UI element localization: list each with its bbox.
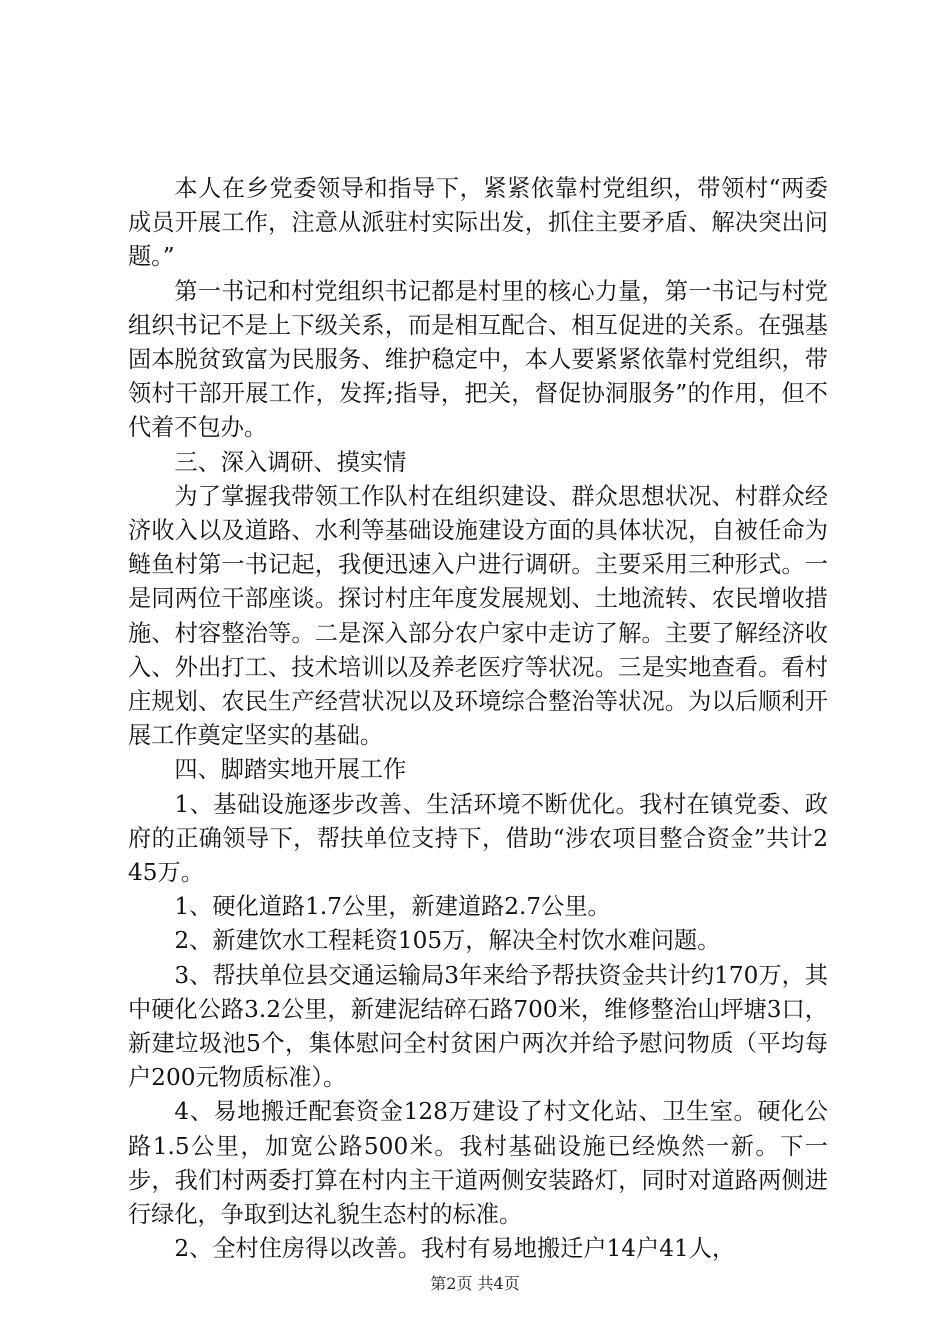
document-body <box>128 172 828 1267</box>
list-item-water: 2、新建饮水工程耗资105万，解决全村饮水难问题。 <box>174 927 721 955</box>
list-item-roads: 1、硬化道路1.7公里，新建道路2.7公里。 <box>174 893 611 921</box>
paragraph-intro: 本人在乡党委领导和指导下，紧紧依靠村党组织，带领村“两委成员开展工作，注意从派驻村实际出发，抓住主要矛盾、解决突出问题。” <box>128 175 828 271</box>
paragraph-research: 为了掌握我带领工作队村在组织建设、群众思想状况、村群众经济收入以及道路、水利等基础设施建设方面的具体状况，自被任命为鲢鱼村第一书记起，我便迅速入户进行调研。主要采用三种形式。一是同两位干部座谈。探讨村庄年度发展规划、土地流转、农民增收措施、村容整治等。二是深入部分农户家中走访了解。主要了解经济收入、外出打工、技术培训以及养老医疗等状况。三是实地查看。看村庄规划、农民生产经营状况以及环境综合整治等状况。为以后顺利开展工作奠定坚实的基础。 <box>128 482 828 750</box>
paragraph-first-secretary: 第一书记和村党组织书记都是村里的核心力量，第一书记与村党组织书记不是上下级关系，而是相互配合、相互促进的关系。在强基固本脱贫致富为民服务、维护稳定中，本人要紧紧依靠村党组织，带领村干部开展工作，发挥;指导，把关，督促协洞服务”的作用，但不代着不包办。 <box>128 277 828 442</box>
paragraph-housing: 2、全村住房得以改善。我村有易地搬迁户14户41人， <box>174 1235 736 1263</box>
list-item-transport-aid: 3、帮扶单位县交通运输局3年来给予帮扶资金共计约170万，其中硬化公路3.2公里，新建泥结碎石路700米，维修整治山坪塘3口，新建垃圾池5个，集体慰问全村贫困户两次并给予慰问物质（平均每户200元物质标准）。 <box>128 961 828 1092</box>
paragraph-infrastructure: 1、基础设施逐步改善、生活环境不断优化。我村在镇党委、政府的正确领导下，帮扶单位支持下，借助“涉农项目整合资金”共计245万。 <box>128 790 828 887</box>
section-heading-3: 三、深入调研、摸实情 <box>174 448 407 476</box>
page-number-footer: 第2页 共4页 <box>430 1274 520 1293</box>
section-heading-4: 四、脚踏实地开展工作 <box>174 756 407 784</box>
list-item-relocation-funds: 4、易地搬迁配套资金128万建设了村文化站、卫生室。硬化公路1.5公里，加宽公路500米。我村基础设施已经焕然一新。下一步，我们村两委打算在村内主干道两侧安装路灯，同时对道路两侧进行绿化，争取到达礼貌生态村的标准。 <box>128 1098 828 1229</box>
